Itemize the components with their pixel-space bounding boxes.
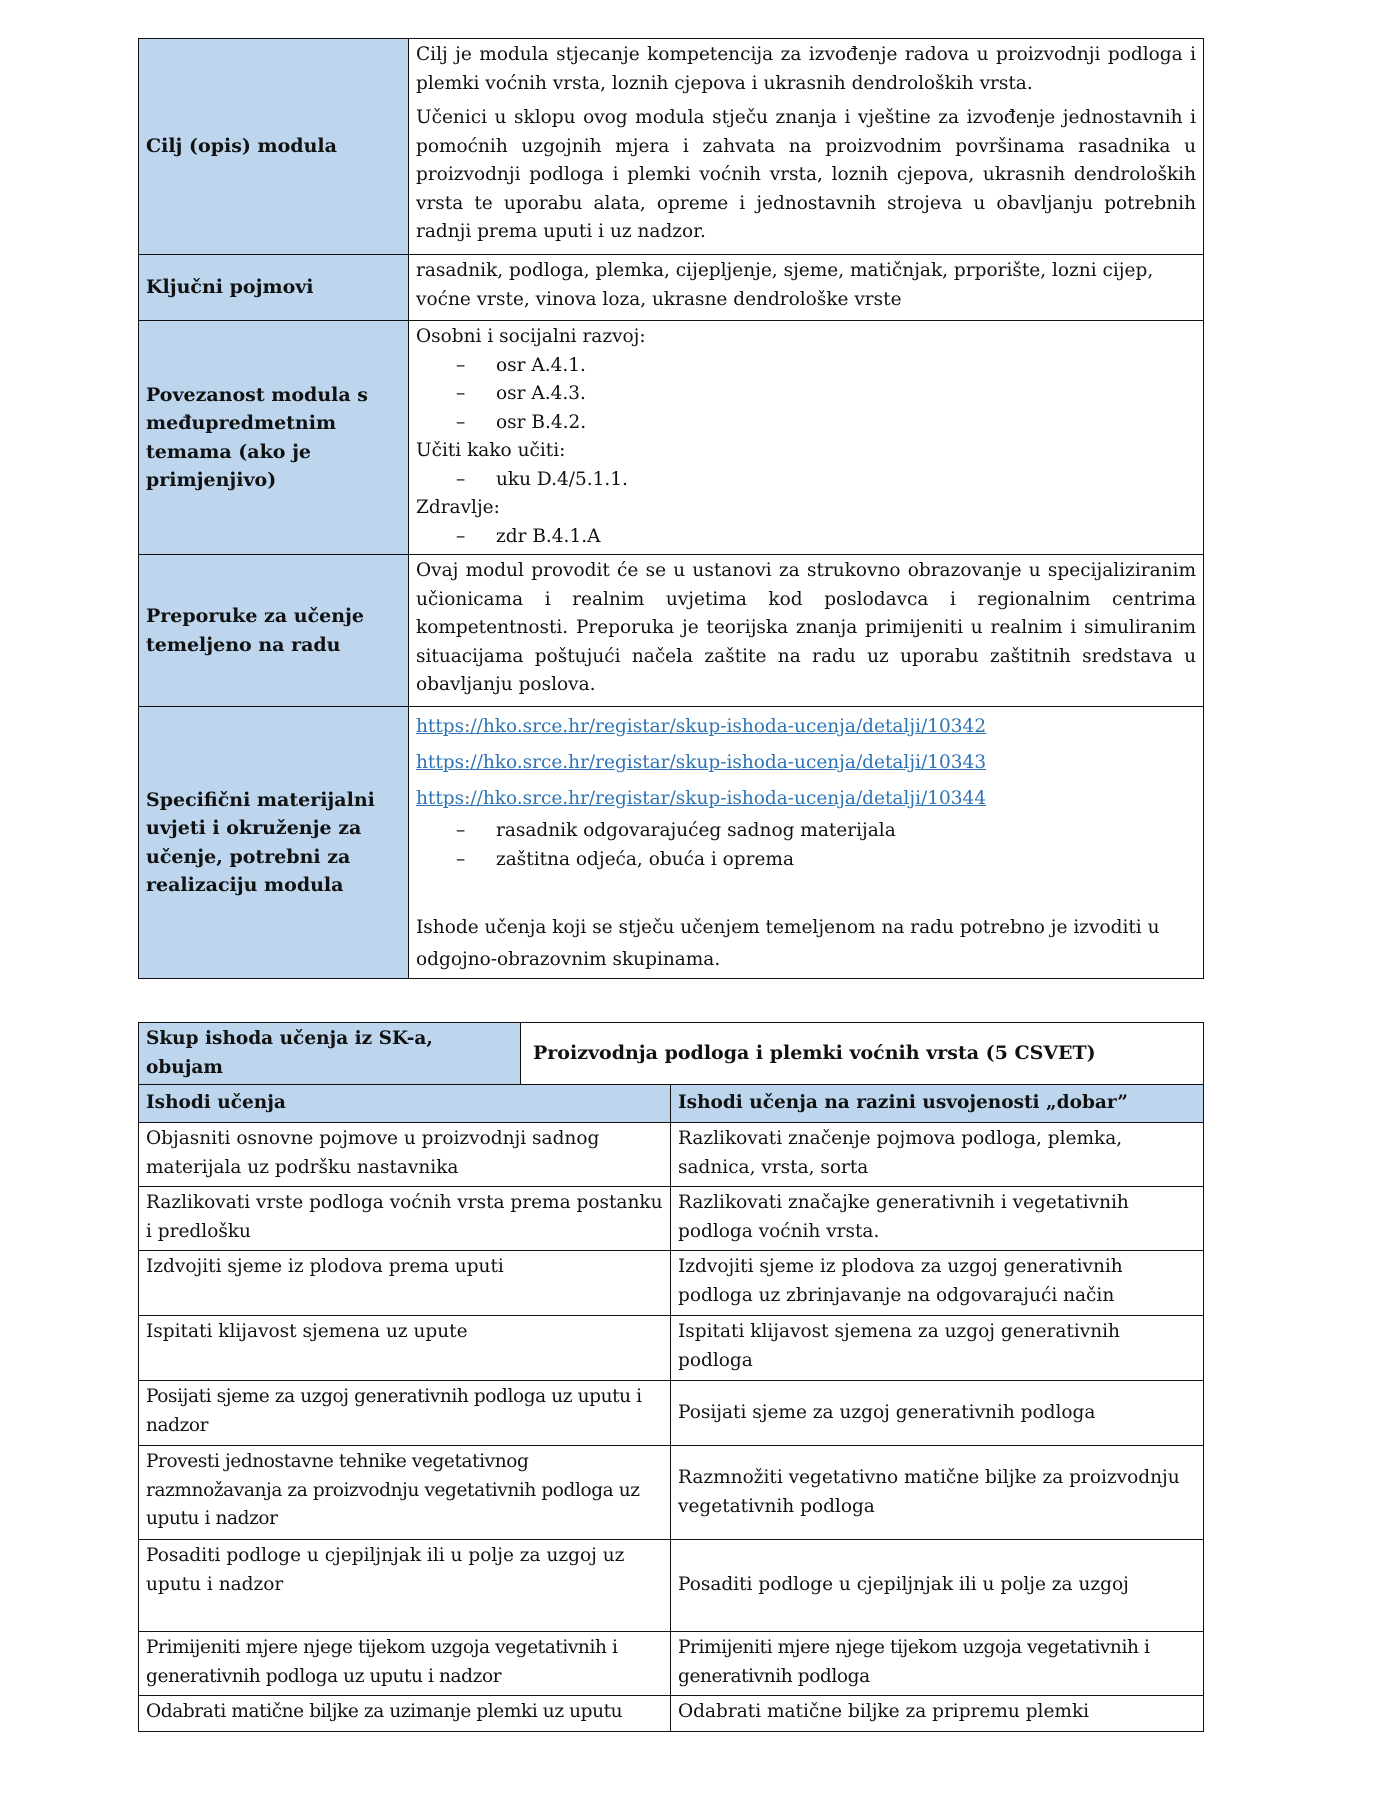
row-work-based-learning [139,555,1204,707]
table-row [139,1316,1204,1381]
good-level-cell: Razlikovati značajke generativnih i vegetativnih podloga voćnih vrsta. [671,1187,1204,1251]
value-key-terms: rasadnik, podloga, plemka, cijepljenje, sjeme, matičnjak, prporište, lozni cijep, voćne vrste, vinova loza, ukrasne dendrološke vrste [409,255,1204,321]
outcome-cell: Primijeniti mjere njege tijekom uzgoja vegetativnih i generativnih podloga uz uputu i nadzor [139,1632,671,1696]
list-item: – uku D.4/5.1.1. [456,468,628,490]
outcome-cell: Razlikovati vrste podloga voćnih vrsta prema postanku i predlošku [139,1187,671,1251]
label-goal: Cilj (opis) modula [139,39,409,255]
list-item: – zaštitna odjeća, obuća i oprema [456,848,795,870]
set-label: Skup ishoda učenja iz SK-a, obujam [139,1023,521,1085]
group-title: Osobni i socijalni razvoj: [416,326,646,347]
table-row [139,1446,1204,1540]
value-goal [409,39,1204,255]
list-item: – osr B.4.2. [456,411,587,433]
outcome-cell: Posijati sjeme za uzgoj generativnih podloga uz uputu i nadzor [139,1381,671,1446]
col-header-outcomes: Ishodi učenja [139,1085,671,1123]
good-level-cell: Razmnožiti vegetativno matične biljke za proizvodnju vegetativnih podloga [671,1446,1204,1540]
good-level-cell: Primijeniti mjere njege tijekom uzgoja vegetativnih i generativnih podloga [671,1632,1204,1696]
col-header-good-level: Ishodi učenja na razini usvojenosti „dobar” [671,1085,1204,1123]
outcome-cell: Izdvojiti sjeme iz plodova prema uputi [139,1251,671,1316]
row-material-conditions [139,707,1204,979]
label-material-conditions: Specifični materijalni uvjeti i okruženje za učenje, potrebni za realizaciju modula [139,707,409,979]
header-row [139,1085,1204,1123]
value-work-based-learning: Ovaj modul provodit će se u ustanovi za strukovno obrazovanje u specijaliziranim učionicama i realnim uvjetima kod poslodavca i regionalnim centrima kompetentnosti. Preporuka je teorijska znanja primijeniti u realnim i simuliranim situacijama poštujući načela zaštite na radu uz uporabu zaštitnih sredstava u obavljanju poslova. [409,555,1204,707]
table-row [139,1696,1204,1732]
table-row [139,1251,1204,1316]
learning-outcomes-table [138,1022,1204,1732]
group-title: Učiti kako učiti: [416,440,566,461]
list-item: – osr A.4.3. [456,383,586,404]
hko-link-10342[interactable]: https://hko.srce.hr/registar/skup-ishoda-ucenja/detalji/10342 [416,716,987,737]
table-row [139,1632,1204,1696]
table-row [139,1123,1204,1187]
table-row [139,1540,1204,1632]
goal-paragraph-1: Cilj je modula stjecanje kompetencija za izvođenje radova u proizvodnji podloga i plemki voćnih vrsta, loznih cjepova i ukrasnih dendroloških vrsta. [416,44,1196,94]
good-level-cell: Posaditi podloge u cjepiljnjak ili u polje za uzgoj [671,1540,1204,1632]
good-level-cell: Izdvojiti sjeme iz plodova za uzgoj generativnih podloga uz zbrinjavanje na odgovarajući način [671,1251,1204,1316]
hko-link-10343[interactable]: https://hko.srce.hr/registar/skup-ishoda-ucenja/detalji/10343 [416,752,987,773]
outcome-cell: Posaditi podloge u cjepiljnjak ili u polje za uzgoj uz uputu i nadzor [139,1540,671,1632]
label-key-terms: Ključni pojmovi [139,255,409,321]
note: Ishode učenja koji se stječu učenjem temeljenom na radu potrebno je izvoditi u odgojno-obrazovnim skupinama. [416,917,1160,970]
label-cross-curricular: Povezanost modula s međupredmetnim temama (ako je primjenjivo) [139,321,409,555]
goal-paragraph-2: Učenici u sklopu ovog modula stječu znanja i vještine za izvođenje jednostavnih i pomoćnih uzgojnih mjera i zahvata na proizvodnim površinama rasadnika u proizvodnji podloga i plemki voćnih vrsta, loznih cjepova, ukrasnih dendroloških vrsta te uporabu alata, opreme i jednostavnih strojeva u obavljanju potrebnih radnji prema uputi i uz nadzor. [416,107,1196,242]
value-cross-curricular [409,321,1204,555]
good-level-cell: Razlikovati značenje pojmova podloga, plemka, sadnica, vrsta, sorta [671,1123,1204,1187]
good-level-cell: Odabrati matične biljke za pripremu plemki [671,1696,1204,1732]
row-goal [139,39,1204,255]
list-item: – zdr B.4.1.A [456,525,601,547]
hko-link-10344[interactable]: https://hko.srce.hr/registar/skup-ishoda-ucenja/detalji/10344 [416,788,987,809]
list-item: – osr A.4.1. [456,354,586,376]
row-cross-curricular [139,321,1204,555]
label-work-based-learning: Preporuke za učenje temeljeno na radu [139,555,409,707]
group-title: Zdravlje: [416,497,500,518]
set-value: Proizvodnja podloga i plemki voćnih vrsta (5 CSVET) [521,1023,1204,1085]
outcome-cell: Provesti jednostavne tehnike vegetativnog razmnožavanja za proizvodnju vegetativnih podloga uz uputu i nadzor [139,1446,671,1540]
outcome-cell: Ispitati klijavost sjemena uz upute [139,1316,671,1381]
module-description-table [138,38,1204,979]
table-row [139,1187,1204,1251]
list-item: – rasadnik odgovarajućeg sadnog materijala [456,820,896,841]
spacer [416,874,1196,912]
outcome-cell: Odabrati matične biljke za uzimanje plemki uz uputu [139,1696,671,1732]
outcome-cell: Objasniti osnovne pojmove u proizvodnji sadnog materijala uz podršku nastavnika [139,1123,671,1187]
good-level-cell: Ispitati klijavost sjemena za uzgoj generativnih podloga [671,1316,1204,1381]
value-material-conditions [409,707,1204,979]
good-level-cell: Posijati sjeme za uzgoj generativnih podloga [671,1381,1204,1446]
table-row [139,1381,1204,1446]
row-key-terms [139,255,1204,321]
set-row [139,1023,1204,1085]
